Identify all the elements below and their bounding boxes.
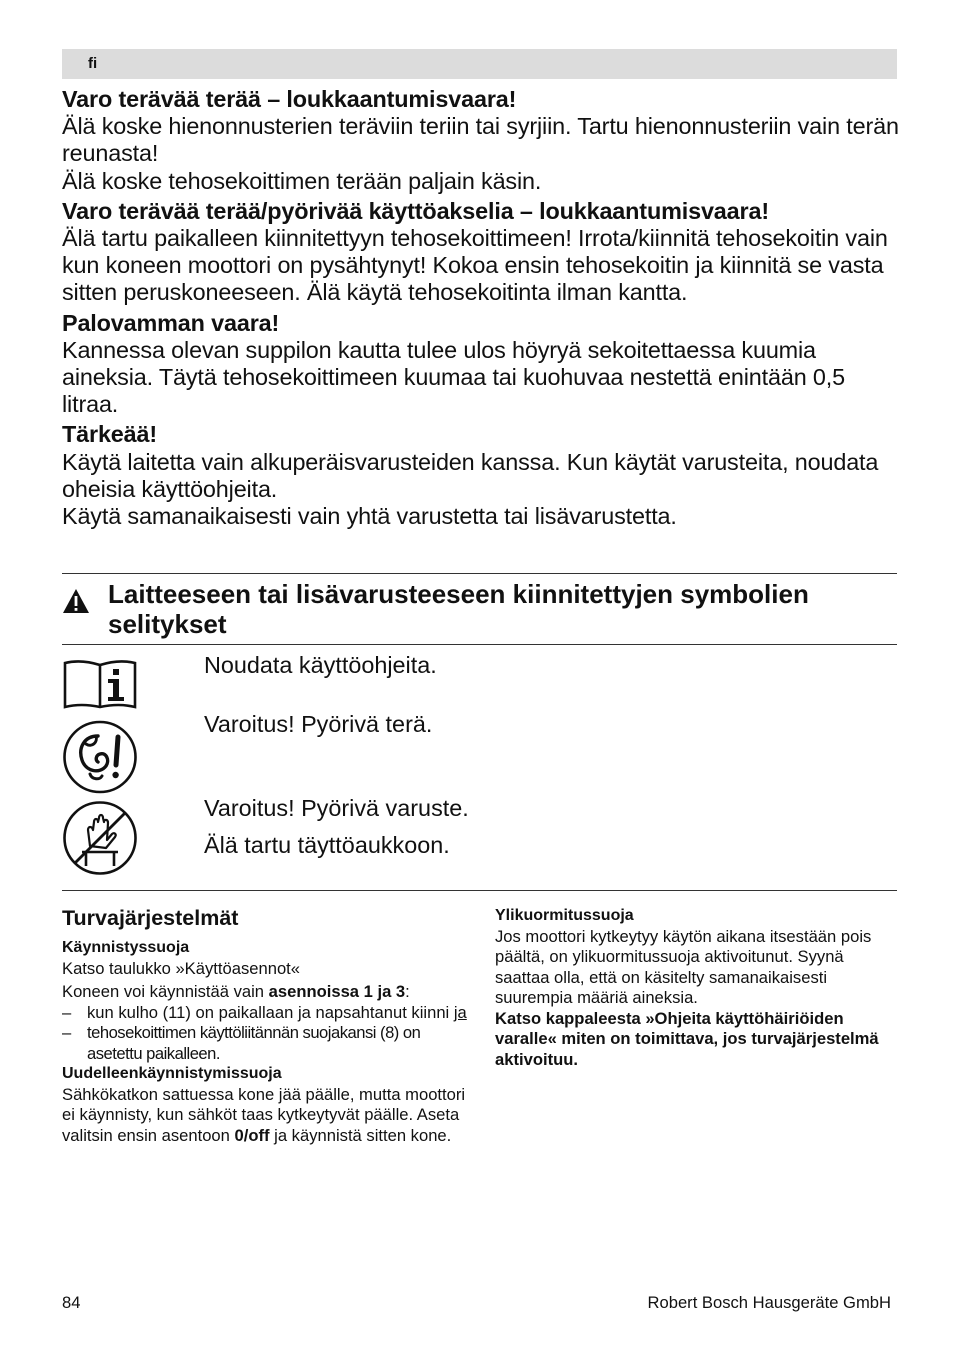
text: tehosekoittimen käyttöliitännän suojakansi (8) on asetettu paikalleen.: [87, 1023, 421, 1063]
list-dash: –: [62, 1002, 72, 1022]
text: Koneen voi käynnistää vain: [62, 982, 269, 1001]
warning-important: [62, 421, 902, 530]
overload-protection-heading: Ylikuormitussuoja: [495, 907, 634, 924]
right-column: [495, 906, 897, 1070]
symbol-attachment-text-1: Varoitus! Pyörivä varuste.: [204, 795, 469, 821]
list-dash: –: [62, 1023, 71, 1042]
warning-triangle-icon: [62, 588, 90, 614]
page-number: 84: [62, 1293, 81, 1312]
start-protection-heading: Käynnistyssuoja: [62, 939, 190, 956]
positions-bold: asennoissa 1 ja 3: [268, 982, 406, 1001]
list-item: [62, 1003, 472, 1024]
symbol-manual-text: Noudata käyttöohjeita.: [204, 652, 437, 678]
list-item: [62, 1023, 472, 1064]
left-column: [62, 904, 472, 1146]
start-protection-line1: Katso taulukko »Käyttöasennot«: [62, 958, 301, 978]
start-protection-line2: [62, 982, 472, 1003]
warning-text: Älä tartu paikalleen kiinnitettyyn tehosekoittimeen! Irrota/kiinnitä tehosekoitin vain kun koneen moottori on pysähtynyt! Kokoa ensin tehosekoitin ja kiinnitä se vasta sitten peruskoneeseen. Älä käytä tehosekoitinta ilman kantta.: [62, 225, 888, 306]
company-name: Robert Bosch Hausgeräte GmbH: [647, 1293, 891, 1312]
overload-protection-bold-text: Katso kappaleesta »Ohjeita käyttöhäiriöiden varalle« miten on toimittava, jos turvajärjestelmä aktivoituu.: [495, 1008, 879, 1069]
warning-text: Käytä samanaikaisesti vain yhtä varustetta tai lisävarustetta.: [62, 503, 677, 530]
language-bar: [62, 49, 897, 79]
text: Sähkökatkon sattuessa kone jää päälle, mutta moottori ei käynnisty, kun sähköt taas kytkeytyvät päälle. Aseta valitsin ensin asentoon: [62, 1084, 466, 1145]
warning-rotating-shaft: [62, 198, 902, 307]
warnings-section: [62, 86, 902, 533]
start-protection-list: [62, 1003, 472, 1065]
text: kun kulho (11) on paikallaan ja napsahtanut kiinni: [87, 1002, 454, 1022]
text: ja käynnistä sitten kone.: [269, 1125, 452, 1145]
rotating-blade-icon: [62, 720, 138, 794]
symbol-attachment-text-2: Älä tartu täyttöaukkoon.: [204, 832, 450, 858]
warning-text: Älä koske tehosekoittimen terään paljain käsin.: [62, 167, 542, 194]
divider: [62, 890, 897, 891]
no-hand-in-opening-icon: [62, 800, 138, 876]
divider: [62, 573, 897, 574]
divider: [62, 644, 897, 645]
warning-text: Käytä laitetta vain alkuperäisvarusteiden kanssa. Kun käytät varusteita, noudata oheisia käyttöohjeita.: [62, 448, 879, 502]
overload-protection-text: Jos moottori kytkeytyy käytön aikana itsestään pois päältä, on ylikuormitussuoja aktivoitunut. Syynä saattaa olla, että on käsitelty samanaikaisesti suurempia määriä aineksia.: [495, 926, 872, 1007]
warning-burn: [62, 310, 902, 419]
text: :: [405, 982, 410, 1001]
language-code: fi: [88, 55, 98, 72]
symbol-blade-text: Varoitus! Pyörivä terä.: [204, 711, 433, 737]
restart-protection-text: [62, 1085, 472, 1147]
underlined-word: ja: [453, 1002, 467, 1022]
warning-heading: Tärkeää!: [62, 421, 158, 448]
off-position-bold: 0/off: [234, 1125, 270, 1145]
warning-text: Älä koske hienonnusterien teräviin teriin tai syrjiin. Tartu hienonnusteriin vain terän reunasta!: [62, 113, 899, 167]
warning-heading: Varo terävää terää – loukkaantumisvaara!: [62, 86, 517, 112]
warning-sharp-blade: [62, 86, 902, 195]
safety-systems-title: Turvajärjestelmät: [62, 906, 239, 930]
warning-text: Kannessa olevan suppilon kautta tulee ulos höyryä sekoitettaessa kuumia aineksia. Täytä tehosekoittimeen kuumaa tai kuohuvaa nestettä enintään 0,5 litraa.: [62, 336, 845, 418]
warning-heading: Palovamman vaara!: [62, 309, 280, 336]
restart-protection-heading: Uudelleenkäynnistymissuoja: [62, 1065, 282, 1082]
manual-info-icon: [63, 659, 137, 709]
symbols-heading-text: Laitteeseen tai lisävarusteeseen kiinnitettyjen symbolien selitykset: [108, 579, 809, 639]
warning-heading: Varo terävää terää/pyörivää käyttöakselia – loukkaantumisvaara!: [62, 197, 769, 224]
